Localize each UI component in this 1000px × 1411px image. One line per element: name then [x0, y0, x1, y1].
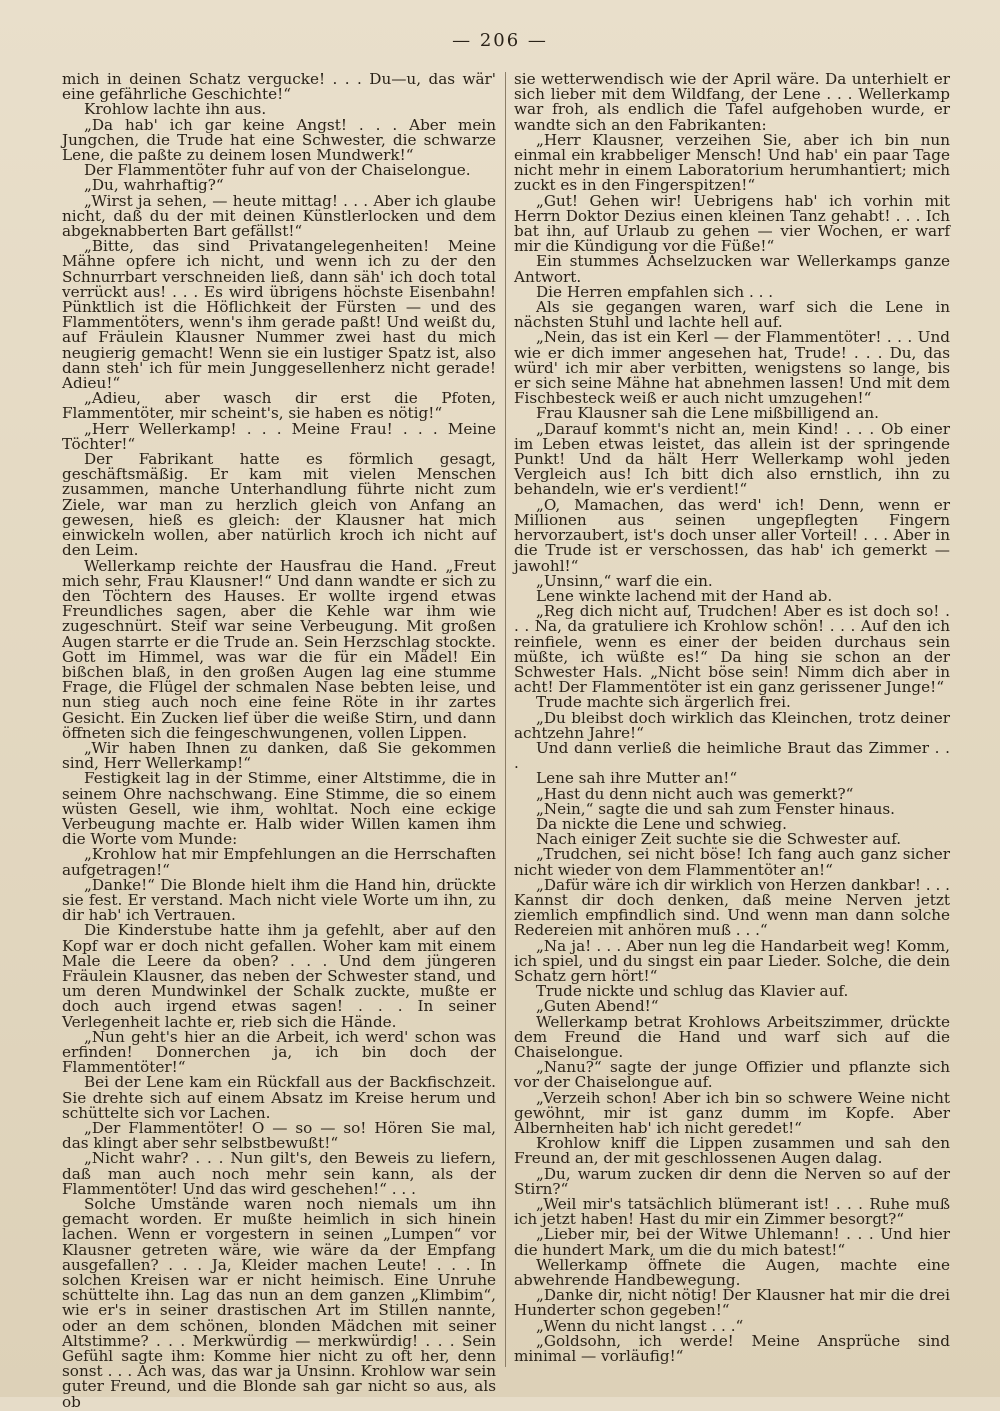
- paragraph: Lene sah ihre Mutter an!“: [536, 769, 738, 788]
- page-number: — 206 —: [452, 30, 548, 51]
- left-text-column: [62, 70, 496, 1411]
- paragraph: „Dafür wäre ich dir wirklich von Herzen dankbar! . . . Kannst dir doch denken, daß meine Nerven jetzt ziemlich empfindlich sind. Und wenn man dann solche Redereien mit anhören muß . . .“: [514, 875, 950, 940]
- paragraph: „Guten Abend!“: [536, 997, 659, 1016]
- paragraph: Ein stummes Achselzucken war Wellerkamps ganze Antwort.: [514, 252, 950, 286]
- paragraph: „Gut! Gehen wir! Uebrigens hab' ich vorhin mit Herrn Doktor Dezius einen kleinen Tanz gehabt! . . . Ich bat ihn, auf Urlaub zu gehen — vier Wochen, er warf mir die Kündigung vor die Füße!“: [514, 191, 950, 256]
- paragraph: „Darauf kommt's nicht an, mein Kind! . . . Ob einer im Leben etwas leistet, das allein ist der springende Punkt! Und da hält Herr Wellerkamp wohl jeden Vergleich aus! Ich bitt dich also ernstlich, ihn zu behandeln, wie er's verdient!“: [514, 419, 950, 499]
- paragraph: „Nanu?“ sagte der junge Offizier und pflanzte sich vor der Chaiselongue auf.: [514, 1058, 950, 1092]
- paragraph: „Da hab' ich gar keine Angst! . . . Aber mein Jungchen, die Trude hat eine Schwester, die schwarze Lene, die paßte zu deinem losen Mundwerk!“: [62, 115, 496, 165]
- paragraph: Da nickte die Lene und schwieg.: [536, 814, 787, 833]
- paragraph: „Goldsohn, ich werde! Meine Ansprüche sind minimal — vorläufig!“: [514, 1331, 950, 1366]
- paragraph: „Verzeih schon! Aber ich bin so schwere Weine nicht gewöhnt, mir ist ganz dumm im Kopfe. Aber Albernheiten hab' ich nicht geredet!“: [514, 1088, 950, 1138]
- paragraph: Frau Klausner sah die Lene mißbilligend an.: [536, 404, 879, 423]
- right-text-column: [514, 72, 950, 1372]
- paragraph: Wellerkamp betrat Krohlows Arbeitszimmer, drückte dem Freund die Hand und warf sich auf die Chaiselongue.: [514, 1012, 950, 1061]
- paragraph: Trude machte sich ärgerlich frei.: [536, 693, 791, 712]
- paragraph: „Wenn du nicht langst . . .“: [536, 1316, 744, 1335]
- paragraph: „Adieu, aber wasch dir erst die Pfoten, Flammentöter, mir scheint's, sie haben es nötig!“: [62, 389, 496, 423]
- paragraph: „Nein,“ sagte die und sah zum Fenster hinaus.: [536, 799, 895, 818]
- paragraph: „O, Mamachen, das werd' ich! Denn, wenn er Millionen aus seinen ungepflegten Fingern hervorzaubert, ist's doch unser aller Vorteil! . . . Aber in die Trude ist er verschossen, das hab' ich gemerkt — jawohl!“: [514, 495, 950, 575]
- paragraph: „Hast du denn nicht auch was gemerkt?“: [536, 784, 854, 803]
- paragraph: Bei der Lene kam ein Rückfall aus der Backfischzeit. Sie drehte sich auf einem Absatz im Kreise herum und schüttelte sich vor Lachen.: [62, 1073, 496, 1122]
- paragraph: „Wir haben Ihnen zu danken, daß Sie gekommen sind, Herr Wellerkamp!“: [62, 738, 496, 773]
- paragraph: Festigkeit lag in der Stimme, einer Altstimme, die in seinem Ohre nachschwang. Eine Stimme, die so einem wüsten Gesell, wie ihm, wohltat. Noch eine eckige Verbeugung machte er. Halb wider Willen kamen ihm die Worte vom Munde:: [62, 769, 496, 849]
- paragraph: „Lieber mir, bei der Witwe Uhlemann! . . . Und hier die hundert Mark, um die du mich batest!“: [514, 1225, 950, 1259]
- paragraph: „Herr Klausner, verzeihen Sie, aber ich bin nun einmal ein krabbeliger Mensch! Und hab' ein paar Tage nicht mehr in einem Laboratorium herumhantiert; mich zuckt es in den Fingerspitzen!“: [514, 130, 950, 195]
- paragraph: Als sie gegangen waren, warf sich die Lene in nächsten Stuhl und lachte hell auf.: [514, 298, 950, 332]
- paragraph: „Trudchen, sei nicht böse! Ich fang auch ganz sicher nicht wieder von dem Flammentöter an!“: [514, 845, 950, 879]
- paragraph: „Nein, das ist ein Kerl — der Flammentöter! . . . Und wie er dich immer angesehen hat, Trude! . . . Du, das würd' ich mir aber verbitten, wenigstens so lange, bis er sich seine Mähne hat abnehmen lassen! Und mit dem Fischbesteck weiß er auch nicht umzugehen!“: [514, 328, 950, 408]
- paragraph: Wellerkamp reichte der Hausfrau die Hand. „Freut mich sehr, Frau Klausner!“ Und dann wandte er sich zu den Töchtern des Hauses. Er wollte irgend etwas Freundliches sagen, aber die Kehle war ihm wie zugeschnürt. Steif war seine Verbeugung. Mit großen Augen starrte er die Trude an. Sein Herzschlag stockte. Gott im Himmel, was war die für ein Mädel! Ein bißchen blaß, in den großen Augen lag eine stumme Frage, die Flügel der schmalen Nase bebten leise, und nun stieg auch noch eine feine Röte in ihr zartes Gesicht. Ein Zucken lief über die weiße Stirn, und dann öffneten sich die feingeschwungenen, vollen Lippen.: [62, 556, 496, 742]
- paragraph: „Na ja! . . . Aber nun leg die Handarbeit weg! Komm, ich spiel, und du singst ein paar Lieder. Solche, die dein Schatz gern hört!“: [514, 936, 950, 985]
- paragraph: „Weil mir's tatsächlich blümerant ist! . . . Ruhe muß ich jetzt haben! Hast du mir ein Zimmer besorgt?“: [514, 1195, 950, 1229]
- paragraph: Die Kinderstube hatte ihm ja gefehlt, aber auf den Kopf war er doch nicht gefallen. Woher kam mit einem Male die Leere da oben? . . . Und dem jüngeren Fräulein Klausner, das neben der Schwester stand, und um deren Mundwinkel der Schalk zuckte, mußte er doch auch irgend etwas sagen! . . . In seiner Verlegenheit lachte er, rieb sich die Hände.: [62, 921, 496, 1031]
- paragraph: Krohlow lachte ihn aus.: [84, 100, 267, 119]
- paragraph: Lene winkte lachend mit der Hand ab.: [536, 586, 833, 605]
- paragraph: mich in deinen Schatz vergucke! . . . Du—u, das wär' eine gefährliche Geschichte!“: [62, 70, 496, 104]
- paragraph: „Du, warum zucken dir denn die Nerven so auf der Stirn?“: [514, 1164, 950, 1198]
- paragraph: „Nun geht's hier an die Arbeit, ich werd' schon was erfinden! Donnerchen ja, ich bin doch der Flammentöter!“: [62, 1027, 496, 1077]
- paragraph: Und dann verließ die heimliche Braut das Zimmer . . .: [514, 738, 950, 773]
- paragraph: „Der Flammentöter! O — so — so! Hören Sie mal, das klingt aber sehr selbstbewußt!“: [62, 1119, 496, 1153]
- paragraph: Der Fabrikant hatte es förmlich gesagt, geschäftsmäßig. Er kam mit vielen Menschen zusammen, manche Unterhandlung führte nicht zum Ziele, war man zu herzlich gleich von Anfang an gewesen, hieß es gleich: der Klausner hat mich einwickeln wollen, aber natürlich kroch ich nicht auf den Leim.: [62, 450, 496, 560]
- paragraph: sie wetterwendisch wie der April wäre. Da unterhielt er sich lieber mit dem Wildfang, der Lene . . . Wellerkamp war froh, als endlich die Tafel aufgehoben wurde, er wandte sich an den Fabrikanten:: [514, 70, 950, 134]
- paragraph: „Reg dich nicht auf, Trudchen! Aber es ist doch so! . . . Na, da gratuliere ich Krohlow schön! . . . Auf den ich reinfiele, wenn es einer der beiden durchaus sein müßte, ich wüßte es!“ Da hing sie schon an der Schwester Hals. „Nicht böse sein! Nimm dich aber in acht! Der Flammentöter ist ein ganz gerissener Junge!“: [514, 602, 950, 697]
- paragraph: Nach einiger Zeit suchte sie die Schwester auf.: [536, 830, 902, 849]
- paragraph: Die Herren empfahlen sich . . .: [536, 282, 774, 301]
- paragraph: „Danke dir, nicht nötig! Der Klausner hat mir die drei Hunderter schon gegeben!“: [514, 1286, 950, 1320]
- paragraph: Der Flammentöter fuhr auf von der Chaiselongue.: [84, 161, 471, 180]
- paragraph: Solche Umstände waren noch niemals um ihn gemacht worden. Er mußte heimlich in sich hinein lachen. Wenn er vorgestern in seinen „Lumpen“ vor Klausner getreten wäre, wie wäre da der Empfang ausgefallen? . . . Ja, Kleider machen Leute! . . . In solchen Kreisen war er nicht heimisch. Eine Unruhe schüttelte ihn. Lag das nun an dem ganzen „Klimbim“, wie er's in seiner drastischen Art im Stillen nannte, oder an dem schönen, blonden Mädchen mit seiner Altstimme? . . . Merkwürdig — merkwürdig! . . . Sein Gefühl sagte ihm: Komme hier nicht zu oft her, denn sonst . . . Ach was, das war ja Unsinn. Krohlow war sein guter Freund, und die Blonde sah gar nicht so aus, als ob: [62, 1195, 496, 1411]
- paragraph: Wellerkamp öffnete die Augen, machte eine abwehrende Handbewegung.: [514, 1255, 950, 1290]
- column-divider: [505, 72, 506, 1367]
- paragraph: „Bitte, das sind Privatangelegenheiten! Meine Mähne opfere ich nicht, und wenn ich zu der den Schnurrbart verschneiden ließ, dann säh' ich doch total verrückt aus! . . . Es wird übrigens höchste Eisenbahn! Pünktlich ist die Höflichkeit der Fürsten — und des Flammentöters, wenn's ihm gerade paßt! Und weißt du, auf Fräulein Klausner Nummer zwei hast du mich neugierig gemacht! Wenn sie ein lustiger Spatz ist, also dann steh' ich für mein Junggesellenherz nicht gerade! Adieu!“: [62, 237, 496, 393]
- paragraph: „Unsinn,“ warf die ein.: [536, 571, 713, 590]
- paragraph: Krohlow kniff die Lippen zusammen und sah den Freund an, der mit geschlossenen Augen dalag.: [514, 1134, 950, 1168]
- paragraph: „Krohlow hat mir Empfehlungen an die Herrschaften aufgetragen!“: [62, 845, 496, 879]
- paragraph: „Herr Wellerkamp! . . . Meine Frau! . . . Meine Töchter!“: [62, 419, 496, 453]
- paragraph: „Du, wahrhaftig?“: [84, 176, 224, 195]
- paragraph: „Danke!“ Die Blonde hielt ihm die Hand hin, drückte sie fest. Er verstand. Mach nicht viele Worte um ihn, zu dir hab' ich Vertrauen.: [62, 875, 496, 925]
- paragraph: „Du bleibst doch wirklich das Kleinchen, trotz deiner achtzehn Jahre!“: [514, 708, 950, 742]
- paragraph: „Nicht wahr? . . . Nun gilt's, den Beweis zu liefern, daß man auch noch mehr sein kann, als der Flammentöter! Und das wird geschehen!“ . . .: [62, 1149, 496, 1198]
- paragraph: Trude nickte und schlug das Klavier auf.: [536, 982, 849, 1001]
- paragraph: „Wirst ja sehen, — heute mittag! . . . Aber ich glaube nicht, daß du der mit deinen Künstlerlocken und dem abgeknabberten Bart gefällst!“: [62, 191, 496, 241]
